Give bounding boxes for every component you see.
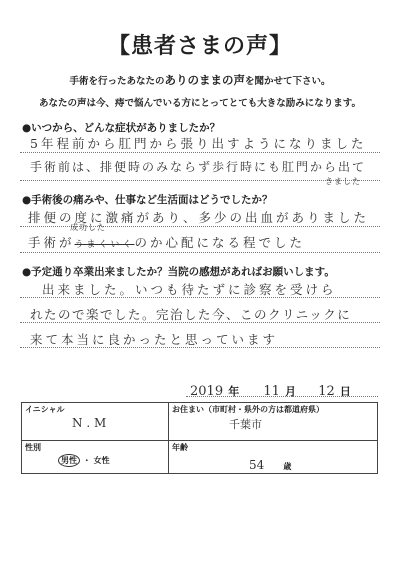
- answer-3-line-1: 出来ました。いつも待たずに診察を受けら: [42, 282, 337, 297]
- address-label: お住まい（市町村・県外の方は都道府県）: [172, 405, 324, 414]
- date-month-label: 月: [285, 385, 297, 398]
- date-day: 12: [318, 384, 335, 399]
- date-rule: [186, 396, 378, 397]
- age-value: 54: [249, 458, 265, 472]
- intro-line-1-bold: ありのままの声: [164, 73, 245, 87]
- intro-line-1: [0, 72, 400, 88]
- gender-separator: ・: [82, 456, 91, 465]
- gender-cell: [22, 441, 169, 474]
- gender-label: 性別: [25, 443, 41, 452]
- answer-2-line-2: [28, 233, 305, 251]
- gender-options: [22, 454, 168, 467]
- answer-2-line-2-pre: 手術が: [28, 235, 75, 250]
- initial-cell: [22, 403, 169, 441]
- intro-line-1-post: を聞かせて下さい。: [245, 76, 331, 87]
- age-label: 年齢: [172, 443, 188, 452]
- intro-line-1-pre: 手術を行ったあなたの: [69, 76, 165, 87]
- age-row: [169, 454, 377, 473]
- patient-info-table: [21, 402, 378, 474]
- question-3: ●予定通り卒業出来ましたか？当院の感想があればお願いします。: [22, 266, 335, 278]
- address-cell: [169, 403, 378, 441]
- intro-line-2: あなたの声は今、痔で悩んでいる方にとってとても大きな励みになります。: [38, 98, 362, 109]
- gender-female: 女性: [93, 456, 110, 465]
- answer-2-insert: 成功した: [70, 223, 106, 232]
- initial-value: N . M: [72, 416, 107, 430]
- date-month: 11: [263, 384, 280, 399]
- gender-male: 男性: [58, 454, 80, 467]
- answer-rule: [20, 252, 380, 253]
- question-2: ●手術後の痛みや、仕事など生活面はどうでしたか？: [22, 194, 273, 206]
- answer-1-line-2-tail: きました: [325, 177, 361, 186]
- answer-3-line-3: 来て本当に良かったと思っています: [30, 332, 279, 347]
- age-cell: [169, 441, 378, 474]
- answer-2-line-1: 排便の度に激痛があり、多少の出血がありました: [28, 210, 370, 225]
- age-unit: 歳: [283, 462, 292, 471]
- answer-1-line-2: 手術前は、排便時のみならず歩行時にも肛門から出て: [30, 160, 367, 174]
- initial-label: イニシャル: [25, 405, 65, 414]
- date-year: 2019: [190, 384, 224, 399]
- date-day-label: 日: [339, 385, 351, 398]
- answer-2-line-2-post: のか心配になる程でした: [134, 235, 306, 250]
- answer-3-line-2: れたので楽でした。完治した今、このクリニックに: [30, 307, 352, 322]
- answer-2-struck: うまくいく: [74, 240, 135, 250]
- address-value: 千葉市: [229, 418, 262, 431]
- question-1: ●いつから、どんな症状がありましたか？: [22, 122, 221, 134]
- answer-1-line-1: 5年程前から肛門から張り出すようになりました: [30, 136, 367, 151]
- page-title: 【患者さまの声】: [107, 34, 292, 59]
- answer-rule: [20, 152, 380, 153]
- date-year-label: 年: [228, 385, 240, 398]
